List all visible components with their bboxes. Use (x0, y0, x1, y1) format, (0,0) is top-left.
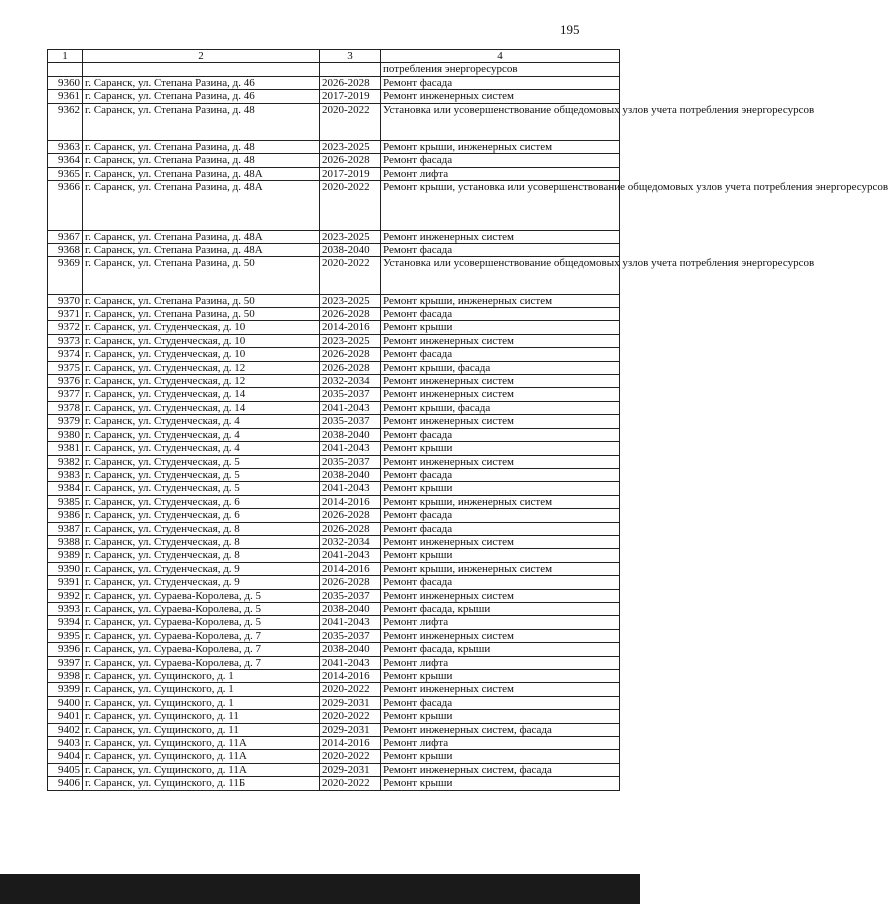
table-row (48, 737, 620, 750)
row-period-cell: 2041-2043 (320, 482, 381, 495)
row-work-cell: Установка или усовершенствование общедомовых узлов учета потребления энергоресурсов (381, 257, 620, 294)
row-work-cell: Ремонт фасада (381, 244, 620, 257)
table-row (48, 76, 620, 89)
row-period-cell: 2029-2031 (320, 696, 381, 709)
row-address-cell: г. Саранск, ул. Студенческая, д. 5 (83, 455, 320, 468)
table-row (48, 468, 620, 481)
row-period-cell: 2032-2034 (320, 535, 381, 548)
row-work-cell: Ремонт крыши, инженерных систем (381, 562, 620, 575)
row-address-cell: г. Саранск, ул. Степана Разина, д. 48А (83, 230, 320, 243)
table-row (48, 401, 620, 414)
table-row (48, 763, 620, 776)
row-number-cell: 9397 (48, 656, 83, 669)
row-period-cell: 2026-2028 (320, 308, 381, 321)
row-address-cell: г. Саранск, ул. Студенческая, д. 6 (83, 509, 320, 522)
row-period-cell: 2020-2022 (320, 103, 381, 140)
row-number-cell: 9402 (48, 723, 83, 736)
row-address-cell: г. Саранск, ул. Степана Разина, д. 50 (83, 308, 320, 321)
row-address-cell: г. Саранск, ул. Студенческая, д. 10 (83, 348, 320, 361)
row-work-cell: Ремонт фасада (381, 468, 620, 481)
table-row (48, 616, 620, 629)
table-row (48, 696, 620, 709)
row-number-cell: 9393 (48, 602, 83, 615)
row-address-cell: г. Саранск, ул. Степана Разина, д. 48 (83, 140, 320, 153)
row-period-cell: 2035-2037 (320, 415, 381, 428)
row-number-cell: 9360 (48, 76, 83, 89)
row-address-cell: г. Саранск, ул. Сущинского, д. 11А (83, 737, 320, 750)
row-work-cell: Установка или усовершенствование общедомовых узлов учета потребления энергоресурсов (381, 103, 620, 140)
row-number-cell: 9404 (48, 750, 83, 763)
row-address-cell: г. Саранск, ул. Студенческая, д. 5 (83, 468, 320, 481)
row-address-cell: г. Саранск, ул. Студенческая, д. 8 (83, 549, 320, 562)
table-row (48, 455, 620, 468)
row-work-cell: Ремонт фасада (381, 696, 620, 709)
table-row (48, 230, 620, 243)
row-address-cell: г. Саранск, ул. Сураева-Королева, д. 5 (83, 589, 320, 602)
continuation-work-cell: потребления энергоресурсов (381, 63, 620, 76)
row-work-cell: Ремонт крыши, инженерных систем (381, 140, 620, 153)
row-number-cell: 9389 (48, 549, 83, 562)
row-work-cell: Ремонт крыши, инженерных систем (381, 495, 620, 508)
row-work-cell: Ремонт крыши, инженерных систем (381, 294, 620, 307)
row-work-cell: Ремонт крыши (381, 482, 620, 495)
row-period-cell: 2020-2022 (320, 257, 381, 294)
row-address-cell: г. Саранск, ул. Студенческая, д. 12 (83, 375, 320, 388)
row-period-cell: 2032-2034 (320, 375, 381, 388)
row-work-cell: Ремонт инженерных систем (381, 415, 620, 428)
row-period-cell: 2035-2037 (320, 455, 381, 468)
row-period-cell: 2014-2016 (320, 670, 381, 683)
table-row (48, 375, 620, 388)
row-number-cell: 9374 (48, 348, 83, 361)
continuation-row (48, 63, 620, 76)
row-work-cell: Ремонт фасада, крыши (381, 602, 620, 615)
table-row (48, 244, 620, 257)
row-work-cell: Ремонт крыши, фасада (381, 401, 620, 414)
row-work-cell: Ремонт крыши, фасада (381, 361, 620, 374)
row-number-cell: 9394 (48, 616, 83, 629)
row-work-cell: Ремонт инженерных систем (381, 375, 620, 388)
row-period-cell: 2026-2028 (320, 509, 381, 522)
table-row (48, 643, 620, 656)
table-row (48, 629, 620, 642)
row-number-cell: 9379 (48, 415, 83, 428)
row-period-cell: 2020-2022 (320, 710, 381, 723)
table-row (48, 777, 620, 790)
row-work-cell: Ремонт лифта (381, 656, 620, 669)
row-work-cell: Ремонт инженерных систем, фасада (381, 763, 620, 776)
table-row (48, 348, 620, 361)
row-work-cell: Ремонт крыши (381, 777, 620, 790)
table-row (48, 154, 620, 167)
row-number-cell: 9382 (48, 455, 83, 468)
table-row (48, 294, 620, 307)
row-number-cell: 9386 (48, 509, 83, 522)
row-number-cell: 9369 (48, 257, 83, 294)
row-work-cell: Ремонт фасада (381, 308, 620, 321)
row-number-cell: 9384 (48, 482, 83, 495)
table-row (48, 549, 620, 562)
row-period-cell: 2026-2028 (320, 576, 381, 589)
table-row (48, 750, 620, 763)
row-period-cell: 2020-2022 (320, 181, 381, 231)
table-row (48, 602, 620, 615)
row-address-cell: г. Саранск, ул. Сураева-Королева, д. 7 (83, 629, 320, 642)
row-address-cell: г. Саранск, ул. Студенческая, д. 4 (83, 415, 320, 428)
table-row (48, 522, 620, 535)
row-number-cell: 9376 (48, 375, 83, 388)
row-number-cell: 9405 (48, 763, 83, 776)
row-work-cell: Ремонт инженерных систем (381, 683, 620, 696)
row-period-cell: 2038-2040 (320, 428, 381, 441)
row-address-cell: г. Саранск, ул. Степана Разина, д. 48А (83, 244, 320, 257)
row-number-cell: 9371 (48, 308, 83, 321)
row-number-cell: 9364 (48, 154, 83, 167)
row-period-cell: 2014-2016 (320, 562, 381, 575)
table-row (48, 90, 620, 103)
row-period-cell: 2041-2043 (320, 401, 381, 414)
row-period-cell: 2017-2019 (320, 90, 381, 103)
row-period-cell: 2029-2031 (320, 763, 381, 776)
row-address-cell: г. Саранск, ул. Степана Разина, д. 46 (83, 90, 320, 103)
row-number-cell: 9387 (48, 522, 83, 535)
row-period-cell: 2023-2025 (320, 140, 381, 153)
row-work-cell: Ремонт крыши (381, 710, 620, 723)
row-address-cell: г. Саранск, ул. Студенческая, д. 9 (83, 562, 320, 575)
table-row (48, 103, 620, 140)
row-address-cell: г. Саранск, ул. Сущинского, д. 11 (83, 710, 320, 723)
table-row (48, 140, 620, 153)
row-period-cell: 2041-2043 (320, 656, 381, 669)
row-address-cell: г. Саранск, ул. Сураева-Королева, д. 5 (83, 602, 320, 615)
page-number: 195 (560, 22, 580, 37)
row-period-cell: 2041-2043 (320, 616, 381, 629)
row-number-cell: 9377 (48, 388, 83, 401)
row-number-cell: 9383 (48, 468, 83, 481)
row-period-cell: 2038-2040 (320, 244, 381, 257)
row-period-cell: 2026-2028 (320, 154, 381, 167)
row-work-cell: Ремонт крыши, установка или усовершенствование общедомовых узлов учета потребления энергоресурсов (381, 181, 620, 231)
row-period-cell: 2026-2028 (320, 522, 381, 535)
table-header-row (48, 50, 620, 63)
row-work-cell: Ремонт фасада (381, 576, 620, 589)
row-address-cell: г. Саранск, ул. Степана Разина, д. 48А (83, 167, 320, 180)
row-period-cell: 2020-2022 (320, 683, 381, 696)
row-period-cell: 2038-2040 (320, 602, 381, 615)
row-number-cell: 9391 (48, 576, 83, 589)
table-row (48, 308, 620, 321)
row-number-cell: 9403 (48, 737, 83, 750)
row-work-cell: Ремонт крыши (381, 442, 620, 455)
row-period-cell: 2014-2016 (320, 737, 381, 750)
row-number-cell: 9401 (48, 710, 83, 723)
row-number-cell: 9373 (48, 334, 83, 347)
row-period-cell: 2035-2037 (320, 629, 381, 642)
table-row (48, 723, 620, 736)
row-work-cell: Ремонт лифта (381, 737, 620, 750)
row-work-cell: Ремонт лифта (381, 167, 620, 180)
row-address-cell: г. Саранск, ул. Студенческая, д. 9 (83, 576, 320, 589)
row-number-cell: 9366 (48, 181, 83, 231)
row-period-cell: 2041-2043 (320, 549, 381, 562)
row-number-cell: 9388 (48, 535, 83, 548)
row-address-cell: г. Саранск, ул. Сущинского, д. 1 (83, 696, 320, 709)
row-work-cell: Ремонт лифта (381, 616, 620, 629)
row-address-cell: г. Саранск, ул. Студенческая, д. 4 (83, 442, 320, 455)
row-period-cell: 2023-2025 (320, 230, 381, 243)
scan-edge-bar (0, 874, 640, 904)
row-number-cell: 9368 (48, 244, 83, 257)
row-period-cell: 2014-2016 (320, 495, 381, 508)
row-period-cell: 2023-2025 (320, 294, 381, 307)
row-period-cell: 2014-2016 (320, 321, 381, 334)
row-number-cell: 9381 (48, 442, 83, 455)
row-work-cell: Ремонт крыши (381, 549, 620, 562)
row-work-cell: Ремонт инженерных систем (381, 455, 620, 468)
row-address-cell: г. Саранск, ул. Сущинского, д. 11А (83, 763, 320, 776)
row-work-cell: Ремонт крыши (381, 670, 620, 683)
row-address-cell: г. Саранск, ул. Студенческая, д. 14 (83, 401, 320, 414)
row-work-cell: Ремонт крыши (381, 750, 620, 763)
row-number-cell: 9365 (48, 167, 83, 180)
table-row (48, 321, 620, 334)
table-row (48, 509, 620, 522)
row-number-cell: 9385 (48, 495, 83, 508)
table-row (48, 334, 620, 347)
row-number-cell: 9367 (48, 230, 83, 243)
row-period-cell: 2038-2040 (320, 468, 381, 481)
table-row (48, 361, 620, 374)
row-address-cell: г. Саранск, ул. Студенческая, д. 6 (83, 495, 320, 508)
row-address-cell: г. Саранск, ул. Сураева-Королева, д. 5 (83, 616, 320, 629)
row-address-cell: г. Саранск, ул. Студенческая, д. 10 (83, 334, 320, 347)
row-address-cell: г. Саранск, ул. Студенческая, д. 14 (83, 388, 320, 401)
table-row (48, 495, 620, 508)
column-header-number: 1 (48, 50, 83, 63)
row-number-cell: 9392 (48, 589, 83, 602)
row-address-cell: г. Саранск, ул. Сущинского, д. 1 (83, 683, 320, 696)
row-work-cell: Ремонт фасада (381, 522, 620, 535)
row-period-cell: 2035-2037 (320, 589, 381, 602)
row-address-cell: г. Саранск, ул. Сущинского, д. 11Б (83, 777, 320, 790)
row-address-cell: г. Саранск, ул. Студенческая, д. 12 (83, 361, 320, 374)
row-work-cell: Ремонт инженерных систем (381, 535, 620, 548)
repair-schedule-table (47, 49, 888, 791)
table-row (48, 167, 620, 180)
row-number-cell: 9370 (48, 294, 83, 307)
row-work-cell: Ремонт крыши (381, 321, 620, 334)
row-number-cell: 9398 (48, 670, 83, 683)
row-address-cell: г. Саранск, ул. Сущинского, д. 11А (83, 750, 320, 763)
row-number-cell: 9375 (48, 361, 83, 374)
row-work-cell: Ремонт фасада, крыши (381, 643, 620, 656)
row-address-cell: г. Саранск, ул. Сураева-Королева, д. 7 (83, 643, 320, 656)
row-address-cell: г. Саранск, ул. Степана Разина, д. 50 (83, 257, 320, 294)
table-row (48, 442, 620, 455)
row-period-cell: 2023-2025 (320, 334, 381, 347)
row-number-cell: 9390 (48, 562, 83, 575)
row-address-cell: г. Саранск, ул. Студенческая, д. 8 (83, 535, 320, 548)
row-work-cell: Ремонт фасада (381, 428, 620, 441)
row-period-cell: 2026-2028 (320, 76, 381, 89)
table-row (48, 181, 620, 231)
column-header-work: 4 (381, 50, 620, 63)
row-work-cell: Ремонт фасада (381, 76, 620, 89)
row-address-cell: г. Саранск, ул. Сущинского, д. 11 (83, 723, 320, 736)
table-row (48, 428, 620, 441)
row-work-cell: Ремонт инженерных систем, фасада (381, 723, 620, 736)
row-work-cell: Ремонт инженерных систем (381, 629, 620, 642)
row-number-cell: 9396 (48, 643, 83, 656)
row-address-cell: г. Саранск, ул. Студенческая, д. 10 (83, 321, 320, 334)
row-work-cell: Ремонт инженерных систем (381, 334, 620, 347)
row-period-cell: 2041-2043 (320, 442, 381, 455)
row-number-cell: 9362 (48, 103, 83, 140)
row-address-cell: г. Саранск, ул. Степана Разина, д. 46 (83, 76, 320, 89)
table-row (48, 482, 620, 495)
row-period-cell: 2026-2028 (320, 348, 381, 361)
row-work-cell: Ремонт фасада (381, 348, 620, 361)
row-address-cell: г. Саранск, ул. Степана Разина, д. 48 (83, 103, 320, 140)
row-work-cell: Ремонт инженерных систем (381, 230, 620, 243)
row-number-cell: 9395 (48, 629, 83, 642)
table-row (48, 710, 620, 723)
row-work-cell: Ремонт фасада (381, 154, 620, 167)
row-address-cell: г. Саранск, ул. Студенческая, д. 4 (83, 428, 320, 441)
table-row (48, 683, 620, 696)
row-address-cell: г. Саранск, ул. Сущинского, д. 1 (83, 670, 320, 683)
row-address-cell: г. Саранск, ул. Студенческая, д. 5 (83, 482, 320, 495)
row-address-cell: г. Саранск, ул. Степана Разина, д. 48А (83, 181, 320, 231)
row-work-cell: Ремонт фасада (381, 509, 620, 522)
row-address-cell: г. Саранск, ул. Сураева-Королева, д. 7 (83, 656, 320, 669)
row-period-cell: 2020-2022 (320, 750, 381, 763)
row-number-cell: 9378 (48, 401, 83, 414)
row-period-cell: 2029-2031 (320, 723, 381, 736)
row-period-cell: 2020-2022 (320, 777, 381, 790)
column-header-address: 2 (83, 50, 320, 63)
row-address-cell: г. Саранск, ул. Студенческая, д. 8 (83, 522, 320, 535)
row-work-cell: Ремонт инженерных систем (381, 388, 620, 401)
row-work-cell: Ремонт инженерных систем (381, 589, 620, 602)
table-row (48, 670, 620, 683)
table-row (48, 257, 620, 294)
table-row (48, 415, 620, 428)
row-number-cell: 9399 (48, 683, 83, 696)
row-period-cell: 2026-2028 (320, 361, 381, 374)
continuation-number-cell (48, 63, 83, 76)
continuation-address-cell (83, 63, 320, 76)
row-address-cell: г. Саранск, ул. Степана Разина, д. 50 (83, 294, 320, 307)
table-row (48, 535, 620, 548)
row-number-cell: 9380 (48, 428, 83, 441)
column-header-period: 3 (320, 50, 381, 63)
row-number-cell: 9372 (48, 321, 83, 334)
table-row (48, 562, 620, 575)
table-row (48, 576, 620, 589)
row-period-cell: 2035-2037 (320, 388, 381, 401)
row-period-cell: 2017-2019 (320, 167, 381, 180)
row-work-cell: Ремонт инженерных систем (381, 90, 620, 103)
continuation-period-cell (320, 63, 381, 76)
table-row (48, 656, 620, 669)
table-row (48, 388, 620, 401)
row-number-cell: 9363 (48, 140, 83, 153)
table-row (48, 589, 620, 602)
row-number-cell: 9361 (48, 90, 83, 103)
row-number-cell: 9400 (48, 696, 83, 709)
row-period-cell: 2038-2040 (320, 643, 381, 656)
row-address-cell: г. Саранск, ул. Степана Разина, д. 48 (83, 154, 320, 167)
row-number-cell: 9406 (48, 777, 83, 790)
